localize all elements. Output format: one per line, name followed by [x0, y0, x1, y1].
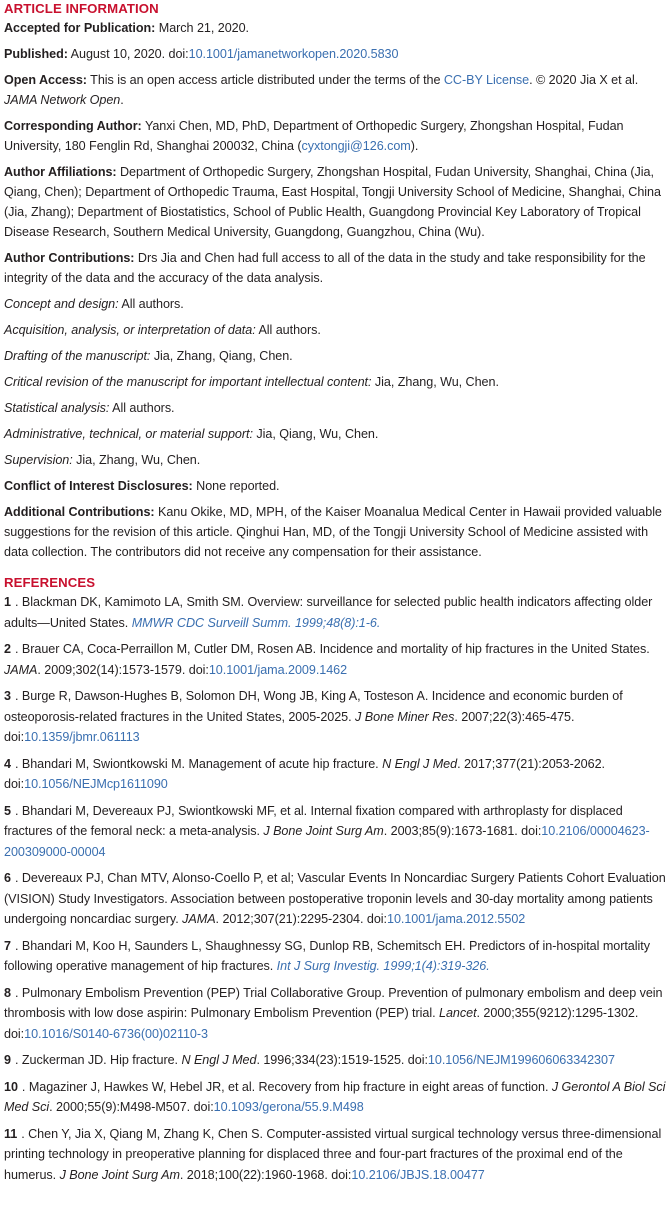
- reference-citation: . 1996;334(23):1519-1525. doi:: [256, 1053, 428, 1067]
- article-information-heading: ARTICLE INFORMATION: [4, 1, 159, 16]
- reference-item: 11 . Chen Y, Jia X, Qiang M, Zhang K, Chen S. Computer-assisted virtual surgical technology versus three-dimensional printing technology in preoperative planning for displaced three and four-part fractures of the proximal end of the humerus. J Bone Joint Surg Am. 2018;100(22):1960-1968. doi:10.2106/JBJS.18.00477: [4, 1126, 662, 1182]
- reference-number: 6: [4, 871, 11, 885]
- additional-contributions-paragraph: [4, 502, 666, 562]
- reference-text: Magaziner J, Hawkes W, Hebel JR, et al. Recovery from hip fracture in eight areas of function.: [28, 1079, 549, 1094]
- affiliations-paragraph: [4, 162, 666, 242]
- conflict-label: Conflict of Interest Disclosures:: [4, 479, 193, 493]
- reference-number: 8: [4, 985, 11, 1000]
- reference-text: Bhandari M, Devereaux PJ, Swiontkowski MF, et al. Internal fixation compared with arthroplasty for displaced fractures of the femoral neck: a meta-analysis.: [4, 803, 623, 838]
- reference-link[interactable]: 10.2106/JBJS.18.00477: [351, 1167, 485, 1182]
- drafting-label: Drafting of the manuscript:: [4, 349, 151, 363]
- reference-number: 4: [4, 756, 11, 771]
- reference-item: 2 . Brauer CA, Coca-Perraillon M, Cutler DM, Rosen AB. Incidence and mortality of hip fractures in the United States. JAMA. 2009;302(14):1573-1579. doi:10.1001/jama.2009.1462: [4, 642, 650, 677]
- reference-citation: . 2009;302(14):1573-1579. doi:: [37, 662, 209, 677]
- reference-journal: J Bone Joint Surg Am: [59, 1167, 180, 1182]
- statistical-analysis-value: All authors.: [112, 401, 175, 415]
- open-access-label: Open Access:: [4, 73, 87, 87]
- supervision-value: Jia, Zhang, Wu, Chen.: [76, 453, 201, 467]
- reference-number: 9: [4, 1053, 11, 1067]
- reference-journal: Lancet: [439, 1006, 477, 1020]
- reference-link[interactable]: 10.1093/gerona/55.9.M498: [213, 1100, 364, 1114]
- reference-citation: . 2007;22(3):465-475. doi:: [4, 709, 575, 744]
- references-section: [4, 574, 666, 1185]
- contributions-paragraph: [4, 248, 666, 288]
- corresponding-author-text: Yanxi Chen, MD, PhD, Department of Orthopedic Surgery, Zhongshan Hospital, Fudan University, 180 Fenglin Rd, Shanghai 200032, China (: [4, 119, 624, 153]
- reference-link[interactable]: 10.2106/00004623-200309000-00004: [4, 824, 650, 859]
- reference-journal: N Engl J Med: [181, 1053, 257, 1067]
- open-access-paragraph: Open Access: This is an open access article distributed under the terms of the CC-BY License. © 2020 Jia X et al. JAMA Network Open.: [4, 73, 639, 107]
- reference-text: Bhandari M, Koo H, Saunders L, Shaughnessy SG, Dunlop RB, Schemitsch EH. Predictors of in-hospital mortality following operative management of hip fractures.: [4, 938, 650, 973]
- reference-citation: . 2017;377(21):2053-2062. doi:: [4, 756, 605, 791]
- reference-citation: . 2012;307(21):2295-2304. doi:: [215, 912, 387, 926]
- reference-item: 9 . Zuckerman JD. Hip fracture. N Engl J Med. 1996;334(23):1519-1525. doi:10.1056/NEJM199606063342307: [4, 1053, 615, 1067]
- admin-support-value: Jia, Qiang, Wu, Chen.: [256, 427, 379, 441]
- published-value: August 10, 2020. doi:: [70, 47, 189, 61]
- article-information-section: [4, 0, 666, 562]
- reference-text: Blackman DK, Kamimoto LA, Smith SM. Overview: surveillance for selected public health indicators affecting older adults—United States.: [4, 595, 653, 630]
- reference-item: 7 . Bhandari M, Koo H, Saunders L, Shaughnessy SG, Dunlop RB, Schemitsch EH. Predictors of in-hospital mortality following operative management of hip fractures. Int J Surg Investig. 1999;1(4):319-326.: [4, 938, 650, 973]
- reference-number: 10: [4, 1079, 18, 1094]
- conflict-value: None reported.: [196, 479, 280, 493]
- affiliations-text: Department of Orthopedic Surgery, Zhongshan Hospital, Fudan University, Shanghai, China (Jia, Qiang, Chen); Department of Orthopedic Trauma, East Hospital, Tongji University School of Medicine, Shanghai, China (Jia, Zhang); Department of Biostatistics, School of Public Health, Guangdong Provincial Key Laboratory of Tropical Disease Research, Southern Medical University, Guangdong, Guangzhou, China (Wu).: [4, 165, 661, 239]
- drafting-value: Jia, Zhang, Qiang, Chen.: [153, 349, 293, 363]
- reference-link[interactable]: 10.1056/NEJMcp1611090: [24, 777, 168, 791]
- journal-name: JAMA Network Open: [4, 93, 121, 107]
- accepted-value: March 21, 2020.: [158, 21, 250, 35]
- corresponding-email-link[interactable]: cyxtongji@126.com: [301, 139, 411, 153]
- reference-number: 5: [4, 803, 11, 818]
- reference-journal: N Engl J Med: [382, 756, 458, 771]
- reference-link[interactable]: Int J Surg Investig. 1999;1(4):319-326.: [276, 959, 490, 973]
- copyright-text: . © 2020 Jia X et al.: [529, 73, 639, 87]
- published-paragraph: [4, 44, 666, 64]
- corresponding-author-paragraph: Corresponding Author: Yanxi Chen, MD, PhD, Department of Orthopedic Surgery, Zhongshan Hospital, Fudan University, 180 Fenglin Rd, Shanghai 200032, China (cyxtongji@126.com).: [4, 119, 624, 153]
- reference-number: 3: [4, 689, 11, 703]
- concept-paragraph: [4, 294, 666, 314]
- reference-text: Devereaux PJ, Chan MTV, Alonso-Coello P, et al; Vascular Events In Noncardiac Surgery Patients Cohort Evaluation (VISION) Study Investigators. Association between postoperative troponin levels and 30-day mortality among patients undergoing noncardiac surgery.: [4, 871, 666, 926]
- reference-journal: JAMA: [182, 912, 216, 926]
- reference-item: 6 . Devereaux PJ, Chan MTV, Alonso-Coello P, et al; Vascular Events In Noncardiac Surgery Patients Cohort Evaluation (VISION) Study Investigators. Association between postoperative troponin levels and 30-day mortality among patients undergoing noncardiac surgery. JAMA. 2012;307(21):2295-2304. doi:10.1001/jama.2012.5502: [4, 871, 666, 926]
- reference-item: 5 . Bhandari M, Devereaux PJ, Swiontkowski MF, et al. Internal fixation compared with arthroplasty for displaced fractures of the femoral neck: a meta-analysis. J Bone Joint Surg Am. 2003;85(9):1673-1681. doi:10.2106/00004623-200309000-00004: [4, 803, 650, 859]
- reference-citation: . 2003;85(9):1673-1681. doi:: [383, 824, 542, 838]
- reference-number: 7: [4, 938, 11, 953]
- reference-journal: J Gerontol A Biol Sci Med Sci: [4, 1079, 666, 1114]
- published-doi-link[interactable]: 10.1001/jamanetworkopen.2020.5830: [188, 47, 399, 61]
- reference-journal: JAMA: [4, 662, 38, 677]
- reference-link[interactable]: 10.1359/jbmr.061113: [24, 730, 140, 744]
- reference-link[interactable]: 10.1056/NEJM199606063342307: [427, 1053, 615, 1067]
- reference-citation: . 2000;55(9):M498-M507. doi:: [49, 1100, 214, 1114]
- admin-support-label: Administrative, technical, or material support:: [4, 427, 253, 441]
- concept-value: All authors.: [121, 297, 184, 311]
- accepted-label: Accepted for Publication:: [4, 21, 156, 35]
- cc-by-license-link[interactable]: CC-BY License: [443, 73, 530, 87]
- contributions-text: Drs Jia and Chen had full access to all of the data in the study and take responsibility for the integrity of the data and the accuracy of the data analysis.: [4, 251, 646, 285]
- reference-item: 3 . Burge R, Dawson-Hughes B, Solomon DH, Wong JB, King A, Tosteson A. Incidence and economic burden of osteoporosis-related fractures in the United States, 2005-2025. J Bone Miner Res. 2007;22(3):465-475. doi:10.1359/jbmr.061113: [4, 689, 623, 744]
- acquisition-value: All authors.: [258, 323, 321, 337]
- reference-item: 10 . Magaziner J, Hawkes W, Hebel JR, et al. Recovery from hip fracture in eight areas of function. J Gerontol A Biol Sci Med Sci. 2000;55(9):M498-M507. doi:10.1093/gerona/55.9.M498: [4, 1079, 666, 1114]
- reference-text: Burge R, Dawson-Hughes B, Solomon DH, Wong JB, King A, Tosteson A. Incidence and economic burden of osteoporosis-related fractures in the United States, 2005-2025.: [4, 689, 623, 724]
- reference-number: 2: [4, 642, 11, 656]
- concept-label: Concept and design:: [4, 297, 119, 311]
- statistical-analysis-paragraph: [4, 398, 666, 418]
- reference-item: 4 . Bhandari M, Swiontkowski M. Management of acute hip fracture. N Engl J Med. 2017;377(21):2053-2062. doi:10.1056/NEJMcp1611090: [4, 756, 605, 791]
- reference-link[interactable]: 10.1001/jama.2009.1462: [208, 662, 348, 677]
- reference-text: Pulmonary Embolism Prevention (PEP) Trial Collaborative Group. Prevention of pulmonary embolism and deep vein thrombosis with low dose aspirin: Pulmonary Embolism Prevention (PEP) trial.: [4, 985, 663, 1020]
- critical-revision-value: Jia, Zhang, Wu, Chen.: [374, 375, 499, 389]
- critical-revision-paragraph: [4, 372, 666, 392]
- reference-number: 11: [4, 1126, 18, 1141]
- reference-item: 1 . Blackman DK, Kamimoto LA, Smith SM. Overview: surveillance for selected public health indicators affecting older adults—United States. MMWR CDC Surveill Summ. 1999;48(8):1-6.: [4, 595, 653, 630]
- reference-text: Zuckerman JD. Hip fracture.: [21, 1053, 178, 1067]
- drafting-paragraph: [4, 346, 666, 366]
- additional-contributions-text: Kanu Okike, MD, MPH, of the Kaiser Moanalua Medical Center in Hawaii provided valuable suggestions for the revision of this article. Qinghui Han, MD, of the Tongji University School of Medicine assisted with data collection. The contributors did not receive any compensation for their assistance.: [4, 505, 662, 559]
- acquisition-label: Acquisition, analysis, or interpretation of data:: [4, 323, 256, 337]
- reference-link[interactable]: 10.1001/jama.2012.5502: [387, 912, 526, 926]
- reference-journal: J Bone Miner Res: [355, 709, 455, 724]
- reference-link[interactable]: 10.1016/S0140-6736(00)02110-3: [24, 1026, 208, 1041]
- critical-revision-label: Critical revision of the manuscript for important intellectual content:: [4, 375, 372, 389]
- contributions-label: Author Contributions:: [4, 251, 135, 265]
- conflict-paragraph: [4, 476, 666, 496]
- statistical-analysis-label: Statistical analysis:: [4, 401, 110, 415]
- supervision-paragraph: [4, 450, 666, 470]
- reference-link[interactable]: MMWR CDC Surveill Summ. 1999;48(8):1-6.: [131, 615, 381, 630]
- reference-citation: . 2018;100(22):1960-1968. doi:: [179, 1167, 352, 1182]
- reference-list: [4, 592, 666, 1185]
- admin-support-paragraph: [4, 424, 666, 444]
- open-access-text: This is an open access article distributed under the terms of the: [90, 73, 441, 87]
- reference-text: Brauer CA, Coca-Perraillon M, Cutler DM, Rosen AB. Incidence and mortality of hip fractures in the United States.: [21, 642, 650, 656]
- acquisition-paragraph: [4, 320, 666, 340]
- reference-number: 1: [4, 595, 11, 609]
- supervision-label: Supervision:: [4, 453, 73, 467]
- reference-text: Chen Y, Jia X, Qiang M, Zhang K, Chen S. Computer-assisted virtual surgical technology versus three-dimensional printing technology in preoperative planning for displaced three and four-part fractures of the proximal end of the humerus.: [4, 1126, 662, 1182]
- reference-citation: . 2000;355(9212):1295-1302. doi:: [4, 1006, 639, 1041]
- reference-journal: J Bone Joint Surg Am: [263, 824, 384, 838]
- references-heading: REFERENCES: [4, 575, 96, 590]
- published-label: Published:: [4, 47, 68, 61]
- reference-item: 8 . Pulmonary Embolism Prevention (PEP) Trial Collaborative Group. Prevention of pulmonary embolism and deep vein thrombosis with low dose aspirin: Pulmonary Embolism Prevention (PEP) trial. Lancet. 2000;355(9212):1295-1302. doi:10.1016/S0140-6736(00)02110-3: [4, 985, 663, 1041]
- corresponding-author-label: Corresponding Author:: [4, 119, 142, 133]
- accepted-paragraph: [4, 18, 666, 38]
- additional-contributions-label: Additional Contributions:: [4, 505, 155, 519]
- reference-text: Bhandari M, Swiontkowski M. Management of acute hip fracture.: [21, 756, 379, 771]
- affiliations-label: Author Affiliations:: [4, 165, 117, 179]
